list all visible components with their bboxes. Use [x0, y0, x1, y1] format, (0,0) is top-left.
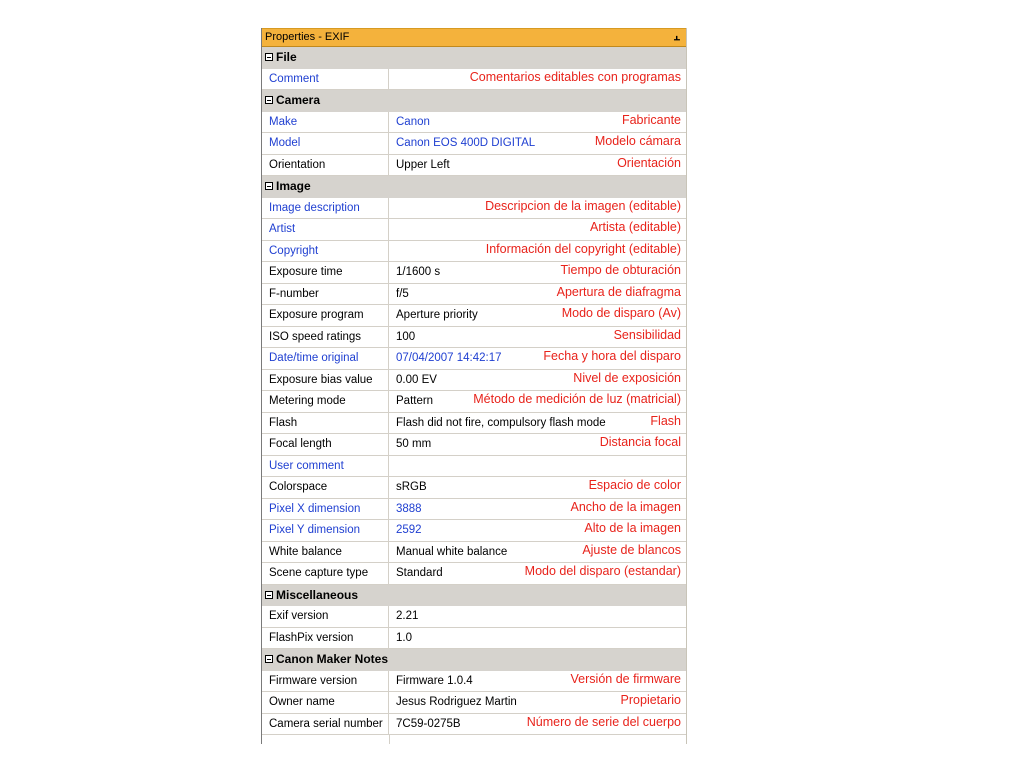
property-row[interactable] [262, 198, 686, 220]
annotation-label: Método de medición de luz (matricial) [473, 392, 681, 406]
property-value[interactable] [396, 348, 686, 369]
property-name: Model [262, 133, 389, 154]
property-row[interactable] [262, 563, 686, 585]
property-value[interactable] [396, 262, 686, 283]
annotation-label: Fecha y hora del disparo [543, 349, 681, 363]
collapse-icon[interactable] [265, 96, 273, 104]
property-value[interactable] [396, 327, 686, 348]
property-value-text: 7C59-0275B [396, 717, 461, 730]
property-name: Exposure bias value [262, 370, 389, 391]
property-value-text: 100 [396, 330, 416, 343]
property-row[interactable] [262, 284, 686, 306]
annotation-label: Versión de firmware [570, 671, 681, 686]
annotation-label: Flash [650, 413, 681, 428]
property-value[interactable] [396, 606, 686, 627]
property-name: White balance [262, 542, 389, 563]
category-label: Camera [276, 93, 321, 107]
property-name: Focal length [262, 434, 389, 455]
property-value-text: Firmware 1.0.4 [396, 674, 473, 687]
property-name: Copyright [262, 241, 389, 262]
property-row[interactable] [262, 133, 686, 155]
collapse-icon[interactable] [265, 655, 273, 663]
property-name: User comment [262, 456, 389, 477]
property-value[interactable] [396, 671, 686, 692]
property-row[interactable] [262, 348, 686, 370]
property-value[interactable] [396, 198, 686, 219]
property-name: F-number [262, 284, 389, 305]
property-row[interactable] [262, 542, 686, 564]
panel-titlebar[interactable] [262, 28, 686, 47]
property-row[interactable] [262, 391, 686, 413]
property-name: Make [262, 112, 389, 133]
annotation-label: Espacio de color [588, 478, 681, 492]
property-row[interactable] [262, 241, 686, 263]
property-name: Colorspace [262, 477, 389, 498]
property-row[interactable] [262, 69, 686, 91]
property-value-text: 3888 [396, 502, 422, 515]
category-header[interactable] [262, 47, 686, 69]
category-header[interactable] [262, 649, 686, 671]
property-value-text: Canon EOS 400D DIGITAL [396, 137, 536, 149]
property-name: Comment [262, 69, 389, 90]
annotation-label: Descripcion de la imagen (editable) [485, 198, 681, 213]
property-name: Exposure time [262, 262, 389, 283]
property-value[interactable] [396, 456, 686, 477]
property-value-text: f/5 [396, 287, 409, 300]
property-row[interactable] [262, 499, 686, 521]
property-value[interactable] [396, 133, 686, 154]
property-value-text: 1/1600 s [396, 266, 441, 278]
property-name: Owner name [262, 692, 389, 713]
property-name: Metering mode [262, 391, 389, 412]
property-value[interactable] [396, 520, 686, 541]
property-value-text: Standard [396, 567, 443, 579]
property-value[interactable] [396, 628, 686, 649]
annotation-label: Apertura de diafragma [556, 284, 681, 299]
category-header[interactable] [262, 90, 686, 112]
property-name: FlashPix version [262, 628, 389, 649]
property-value-text: 2592 [396, 524, 422, 536]
annotation-label: Distancia focal [599, 435, 681, 449]
property-name: Firmware version [262, 671, 389, 692]
property-value[interactable] [396, 219, 686, 240]
property-value[interactable] [396, 413, 686, 434]
category-label: Image [276, 179, 311, 193]
annotation-label: Sensibilidad [613, 327, 681, 342]
property-name: Scene capture type [262, 563, 389, 584]
pin-icon[interactable]: ⫠ [673, 31, 680, 43]
property-row[interactable] [262, 219, 686, 241]
property-name: Artist [262, 219, 389, 240]
property-row[interactable] [262, 606, 686, 628]
property-value[interactable] [396, 714, 686, 735]
property-row[interactable] [262, 155, 686, 177]
property-row[interactable] [262, 112, 686, 134]
property-value-text: Pattern [396, 395, 434, 407]
property-name: Image description [262, 198, 389, 219]
property-name: Pixel X dimension [262, 499, 389, 520]
property-name: Exposure program [262, 305, 389, 326]
annotation-label: Tiempo de obturación [560, 263, 681, 277]
property-row[interactable] [262, 477, 686, 499]
property-name: ISO speed ratings [262, 327, 389, 348]
annotation-label: Alto de la imagen [584, 521, 681, 535]
property-value[interactable] [396, 69, 686, 90]
property-row[interactable] [262, 692, 686, 714]
annotation-label: Información del copyright (editable) [485, 241, 681, 256]
property-row[interactable] [262, 262, 686, 284]
property-row[interactable] [262, 327, 686, 349]
annotation-label: Comentarios editables con programas [469, 69, 681, 84]
annotation-label: Fabricante [621, 112, 681, 127]
property-row[interactable] [262, 456, 686, 478]
property-value[interactable] [396, 305, 686, 326]
category-header[interactable] [262, 176, 686, 198]
property-grid [262, 47, 686, 735]
annotation-label: Nivel de exposición [573, 370, 681, 385]
collapse-icon[interactable] [265, 591, 273, 599]
property-value[interactable] [396, 434, 686, 455]
annotation-label: Modo de disparo (Av) [561, 306, 681, 320]
property-value[interactable] [396, 563, 686, 584]
property-name: Camera serial number [262, 714, 389, 735]
property-value[interactable] [396, 499, 686, 520]
property-row[interactable] [262, 520, 686, 542]
annotation-label: Modo del disparo (estandar) [524, 564, 681, 578]
annotation-label: Artista (editable) [589, 220, 681, 234]
property-name: Pixel Y dimension [262, 520, 389, 541]
property-value[interactable] [396, 542, 686, 563]
exif-properties-panel [261, 28, 687, 744]
property-name: Exif version [262, 606, 389, 627]
collapse-icon[interactable] [265, 182, 273, 190]
category-label: Canon Maker Notes [276, 652, 389, 666]
property-value[interactable] [396, 284, 686, 305]
annotation-label: Número de serie del cuerpo [526, 714, 681, 729]
property-value[interactable] [396, 155, 686, 176]
category-label: File [276, 50, 297, 64]
category-header[interactable] [262, 585, 686, 607]
property-name: Flash [262, 413, 389, 434]
property-value[interactable] [396, 241, 686, 262]
panel-title: Properties - EXIF [265, 31, 350, 43]
annotation-label: Orientación [617, 155, 681, 170]
property-row[interactable] [262, 714, 686, 736]
annotation-label: Propietario [620, 693, 681, 707]
property-value-text: Upper Left [396, 158, 450, 171]
property-value-text: Jesus Rodriguez Martin [396, 696, 517, 708]
property-value-text: Flash did not fire, compulsory flash mode [396, 416, 606, 429]
property-name: Orientation [262, 155, 389, 176]
property-value-text: 2.21 [396, 610, 419, 622]
category-label: Miscellaneous [276, 587, 359, 602]
annotation-label: Modelo cámara [594, 134, 681, 148]
property-value-text: 0.00 EV [396, 373, 437, 386]
property-value-text: Canon [396, 115, 430, 128]
property-row[interactable] [262, 628, 686, 650]
annotation-label: Ancho de la imagen [570, 499, 681, 514]
property-value[interactable] [396, 477, 686, 498]
annotation-label: Ajuste de blancos [582, 542, 681, 557]
property-row[interactable] [262, 413, 686, 435]
property-value-text: Aperture priority [396, 309, 478, 321]
property-value[interactable] [396, 370, 686, 391]
property-value-text: 07/04/2007 14:42:17 [396, 352, 502, 364]
property-row[interactable] [262, 671, 686, 693]
grid-empty-area [262, 735, 686, 744]
property-value-text: Manual white balance [396, 545, 508, 558]
property-row[interactable] [262, 305, 686, 327]
property-value-text: sRGB [396, 481, 427, 493]
collapse-icon[interactable] [265, 53, 273, 61]
property-row[interactable] [262, 434, 686, 456]
property-value[interactable] [396, 112, 686, 133]
property-name: Date/time original [262, 348, 389, 369]
property-value[interactable] [396, 692, 686, 713]
property-row[interactable] [262, 370, 686, 392]
property-value[interactable] [396, 391, 686, 412]
property-value-text: 1.0 [396, 631, 412, 644]
property-value-text: 50 mm [396, 438, 432, 450]
